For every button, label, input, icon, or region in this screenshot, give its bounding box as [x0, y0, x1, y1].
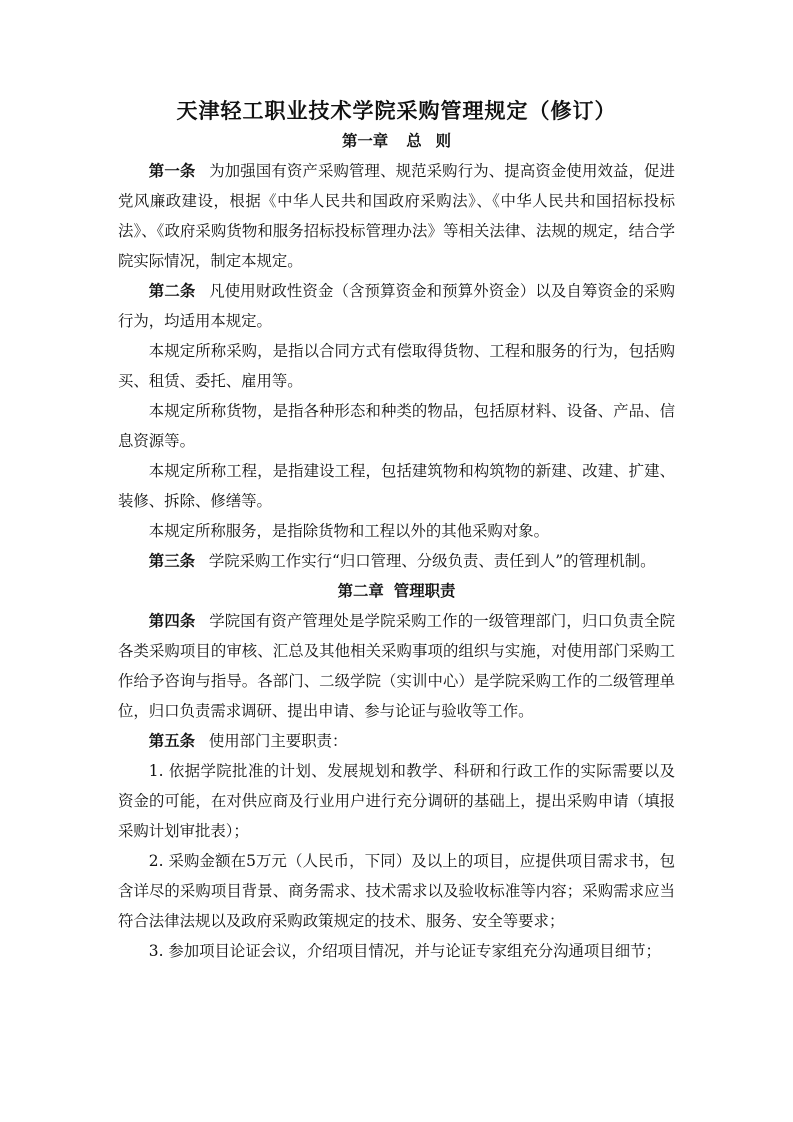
- article-4-label: 第四条: [148, 612, 196, 630]
- chapter-2-number: 第二章: [337, 582, 384, 600]
- article-2-para-1: 本规定所称采购，是指以合同方式有偿取得货物、工程和服务的行为，包括购买、租赁、委托、雇用等。: [118, 342, 675, 390]
- article-5-item-1: 1. 依据学院批准的计划、发展规划和教学、科研和行政工作的实际需要以及资金的可能，在对供应商及行业用户进行充分调研的基础上，提出采购申请（填报采购计划审批表）；: [118, 762, 675, 840]
- chapter-1-name-part1: 总: [406, 132, 422, 150]
- document-title: 天津轻工职业技术学院采购管理规定（修订）: [176, 99, 617, 123]
- article-2-text: 凡使用财政性资金（含预算资金和预算外资金）以及自筹资金的采购行为，均适用本规定。: [118, 282, 675, 330]
- chapter-2-heading: [118, 576, 675, 606]
- article-5-text: 使用部门主要职责：: [208, 732, 348, 750]
- article-4: [118, 606, 675, 726]
- document-page: [118, 96, 675, 966]
- article-1: [118, 156, 675, 276]
- article-4-text: 学院国有资产管理处是学院采购工作的一级管理部门，归口负责全院各类采购项目的审核、汇总及其他相关采购事项的组织与实施，对使用部门采购工作给予咨询与指导。各部门、二级学院（实训中心）是学院采购工作的二级管理单位，归口负责需求调研、提出申请、参与论证与验收等工作。: [118, 612, 675, 720]
- chapter-2-name: 管理职责: [393, 582, 456, 600]
- article-5-label: 第五条: [148, 732, 195, 750]
- chapter-1-heading: [118, 126, 675, 156]
- article-5-item-2: 2. 采购金额在5万元（人民币，下同）及以上的项目，应提供项目需求书，包含详尽的采购项目背景、商务需求、技术需求以及验收标准等内容；采购需求应当符合法律法规以及政府采购政策规定的技术、服务、安全等要求；: [118, 852, 675, 930]
- article-3: [118, 546, 675, 576]
- article-1-label: 第一条: [148, 162, 196, 180]
- article-2-label: 第二条: [148, 282, 196, 300]
- article-5-item-3: 3. 参加项目论证会议，介绍项目情况，并与论证专家组充分沟通项目细节；: [148, 942, 661, 960]
- article-3-label: 第三条: [148, 552, 195, 570]
- article-5: [118, 726, 675, 756]
- chapter-1-number: 第一章: [342, 132, 389, 150]
- article-2-para-2: 本规定所称货物，是指各种形态和种类的物品，包括原材料、设备、产品、信息资源等。: [118, 402, 675, 450]
- chapter-1-name-part2: 则: [435, 132, 451, 150]
- article-2-para-4: 本规定所称服务，是指除货物和工程以外的其他采购对象。: [148, 522, 549, 540]
- article-3-text: 学院采购工作实行“归口管理、分级负责、责任到人”的管理机制。: [208, 552, 656, 570]
- article-2: [118, 276, 675, 336]
- article-2-para-3: 本规定所称工程，是指建设工程，包括建筑物和构筑物的新建、改建、扩建、装修、拆除、修缮等。: [118, 462, 675, 510]
- article-1-text: 为加强国有资产采购管理、规范采购行为、提高资金使用效益，促进党风廉政建设，根据《中华人民共和国政府采购法》、《中华人民共和国招标投标法》、《政府采购货物和服务招标投标管理办法》等相关法律、法规的规定，结合学院实际情况，制定本规定。: [118, 162, 675, 270]
